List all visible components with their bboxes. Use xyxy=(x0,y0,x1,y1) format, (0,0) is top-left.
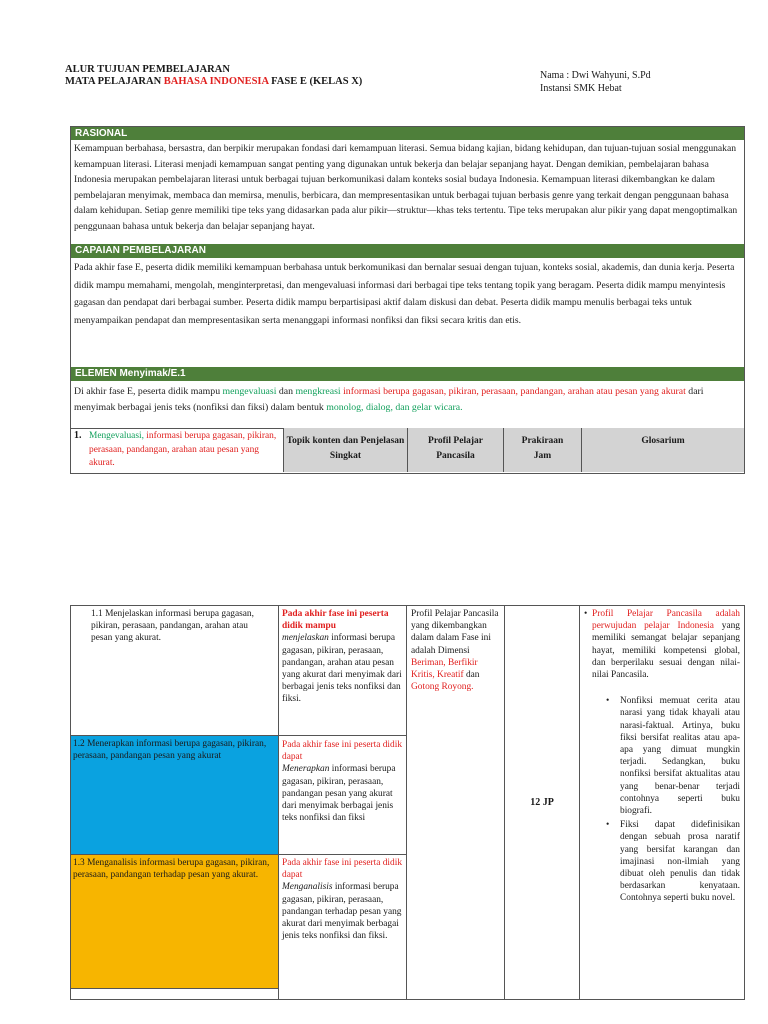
col-header-time-label: Prakiraan Jam xyxy=(521,436,564,461)
header-subject-prefix: MATA PELAJARAN xyxy=(65,76,164,87)
glossary-nonfiksi-def: Nonfiksi memuat cerita atau narasi yang tidak khayali atau narasi-faktual. Artinya, buku fiksi bersifat realitas atau apa-apa yang dimuat mungkin terjadi. Sedangkan, buku nonfiksi bersifat aktualitas atau yang benar-benar terjadi contohnya seperti buku biografi. xyxy=(620,696,740,817)
glossary-item-fiksi xyxy=(584,819,740,904)
header-subject-line xyxy=(65,76,362,88)
objective-1-2: 1.2 Menerapkan informasi berupa gagasan, pikiran, perasaan, pandangan pesan yang akurat xyxy=(73,739,267,762)
goal-header-cell xyxy=(71,429,283,472)
objectives-table xyxy=(70,605,745,1000)
profile-values: Beriman, Berfikir Kritis, Kreatif xyxy=(411,657,478,681)
topic-1-3-rest: informasi berupa gagasan, pikiran, perasaan, pandangan terhadap pesan yang akurat dari menyimak berbagai jenis teks nonfiksi dan fiksi. xyxy=(282,882,402,942)
header-phase: FASE E (KELAS X) xyxy=(268,76,363,87)
header-title: ALUR TUJUAN PEMBELAJARAN xyxy=(65,64,230,75)
elemen-forms: monolog, dialog, dan gelar wicara. xyxy=(326,401,463,413)
profile-text: Profil Pelajar Pancasila yang dikembangkan dalam dalam Fase ini adalah Dimensi xyxy=(411,609,499,656)
header-subject: BAHASA INDONESIA xyxy=(163,76,269,87)
topic-1-1-rest: informasi berupa gagasan, pikiran, perasaan, pandangan, arahan atau pesan yang akurat dari menyimak dari berbagai jenis teks nonfiksi dan fiksi. xyxy=(282,633,402,705)
elemen-and: dan xyxy=(276,386,296,397)
col-header-topic-label: Topik konten dan Penjelasan Singkat xyxy=(286,436,405,461)
glossary-item-nonfiksi xyxy=(584,695,740,817)
col-header-profile-label: Profil Pelajar Pancasila xyxy=(428,436,483,461)
goal-object: informasi berupa gagasan, pikiran, perasaan, pandangan, arahan atau pesan yang akurat. xyxy=(89,431,277,468)
topic-1-2-lead: Pada akhir fase ini peserta didik dapat xyxy=(282,740,403,763)
rasional-text: Kemampuan berbahasa, bersastra, dan berpikir merupakan fondasi dari kemampuan literasi. Semua bidang kajian, bidang kehidupan, dan tujuan-tujuan sosial menggunakan kemampuan literasi. Literasi menjadi kemampuan sangat penting yang digunakan untuk bekerja dan belajar sepanjang hayat. Dengan demikian, pembelajaran bahasa Indonesia merupakan pembelajaran literasi untuk berbagai tujuan berkomunikasi dalam konteks sosial budaya Indonesia. Kemampuan literasi dikembangkan ke dalam pembelajaran menyimak, membaca dan memirsa, menulis, berbicara, dan mempresentasikan untuk berbagai tujuan berbasis genre yang terkait dengan penggunaan bahasa dalam kehidupan. Setiap genre memiliki tipe teks yang didasarkan pada alur pikir—struktur—khas teks tertentu. Tipe teks merupakan alur pikir yang dapat mengoptimalkan penggunaan bahasa untuk bekerja dan belajar sepanjang hayat. xyxy=(74,143,738,232)
profile-gotong-royong: Gotong Royong. xyxy=(411,682,474,693)
objective-1-3: 1.3 Menganalisis informasi berupa gagasan, pikiran, perasaan, pandangan terhadap pesan yang akurat. xyxy=(73,858,270,881)
glossary-item-profil xyxy=(584,608,740,681)
topic-1-3 xyxy=(282,857,402,942)
objective-1-1: 1.1 Menjelaskan informasi berupa gagasan, pikiran, perasaan, pandangan, arahan atau pesan yang akurat. xyxy=(91,609,254,644)
profile-and: dan xyxy=(463,670,480,681)
bullet-icon: • xyxy=(584,609,588,619)
table-row xyxy=(71,736,278,854)
bullet-icon: • xyxy=(606,696,610,707)
author-name: Nama : Dwi Wahyuni, S.Pd xyxy=(540,70,651,81)
elemen-create: mengkreasi xyxy=(295,386,341,397)
profile-cell xyxy=(411,608,501,693)
topic-1-1-lead: Pada akhir fase ini peserta didik mampu xyxy=(282,609,389,632)
col-header-glossary-label: Glosarium xyxy=(641,436,685,446)
glossary-fiksi-def: Fiksi dapat didefinisikan dengan sebuah prosa naratif yang bersifat karangan dan imajinasi non-ilmiah yang dibuat oleh penulis dan tidak berdasarkan kenyataan. Contohnya seperti buku novel. xyxy=(620,820,740,904)
col-header-topic xyxy=(283,428,407,472)
document-header xyxy=(65,64,362,88)
author-info xyxy=(540,69,651,95)
col-header-profile xyxy=(407,428,503,472)
goal-verb: Mengevaluasi, xyxy=(89,431,144,441)
section-capaian-title: CAPAIAN PEMBELAJARAN xyxy=(71,244,744,258)
elemen-evaluate: mengevaluasi xyxy=(222,386,277,397)
glossary-profil-term: Profil Pelajar Pancasila adalah perwujudan pelajar Indonesia xyxy=(592,609,740,632)
glossary-cell xyxy=(584,608,740,905)
section-elemen-title: ELEMEN Menyimak/E.1 xyxy=(71,367,744,381)
goal-number: 1. xyxy=(74,430,82,441)
elemen-intro: Di akhir fase E, peserta didik mampu xyxy=(74,386,223,397)
col-header-time xyxy=(503,428,581,472)
topic-1-2-rest: informasi berupa gagasan, pikiran, perasaan, pandangan pesan yang akurat dari menyimak berbagai jenis teks nonfiksi dan fiksi xyxy=(282,764,396,824)
glossary-profil-def: yang memiliki semangat belajar sepanjang hayat, memiliki kompetensi global, dan berperilaku sesuai dengan nilai-nilai Pancasila. xyxy=(592,621,740,681)
elemen-information: informasi berupa gagasan, pikiran, perasaan, pandangan, arahan atau pesan yang akurat xyxy=(340,386,686,397)
elemen-text xyxy=(74,384,742,415)
bullet-icon: • xyxy=(606,820,610,831)
author-institution: Instansi SMK Hebat xyxy=(540,83,622,94)
table-row xyxy=(71,606,278,735)
topic-1-1-verb: menjelaskan xyxy=(282,633,329,644)
topic-1-2-verb: Menerapkan xyxy=(282,764,330,775)
elemen-from: dari menyimak berbagai jenis teks (nonfiksi dan fiksi) dalam bentuk xyxy=(74,386,704,413)
section-rasional-title: RASIONAL xyxy=(71,127,744,140)
topic-1-2 xyxy=(282,739,402,824)
topic-1-1 xyxy=(282,608,402,706)
capaian-text: Pada akhir fase E, peserta didik memiliki kemampuan berbahasa untuk berkomunikasi dan bernalar sesuai dengan tujuan, konteks sosial, akademis, dan dunia kerja. Peserta didik mampu memahami, mengolah, menginterpretasi, dan mengevaluasi informasi dari berbagai tipe teks tentang topik yang beragam. Peserta didik mampu menyintesis gagasan dan pendapat dari berbagai sumber. Peserta didik mampu berpartisipasi aktif dalam diskusi dan debat. Peserta didik mampu menulis berbagai teks untuk menyampaikan pendapat dan mempresentasikan serta menanggapi informasi nonfiksi dan fiksi secara kritis dan etis. xyxy=(74,262,735,326)
table-row xyxy=(71,855,278,988)
time-estimate: 12 JP xyxy=(530,797,554,808)
topic-1-3-verb: Menganalisis xyxy=(282,882,333,893)
topic-1-3-lead: Pada akhir fase ini peserta didik dapat xyxy=(282,858,403,881)
goal-text xyxy=(89,430,279,471)
col-header-glossary xyxy=(581,428,744,472)
